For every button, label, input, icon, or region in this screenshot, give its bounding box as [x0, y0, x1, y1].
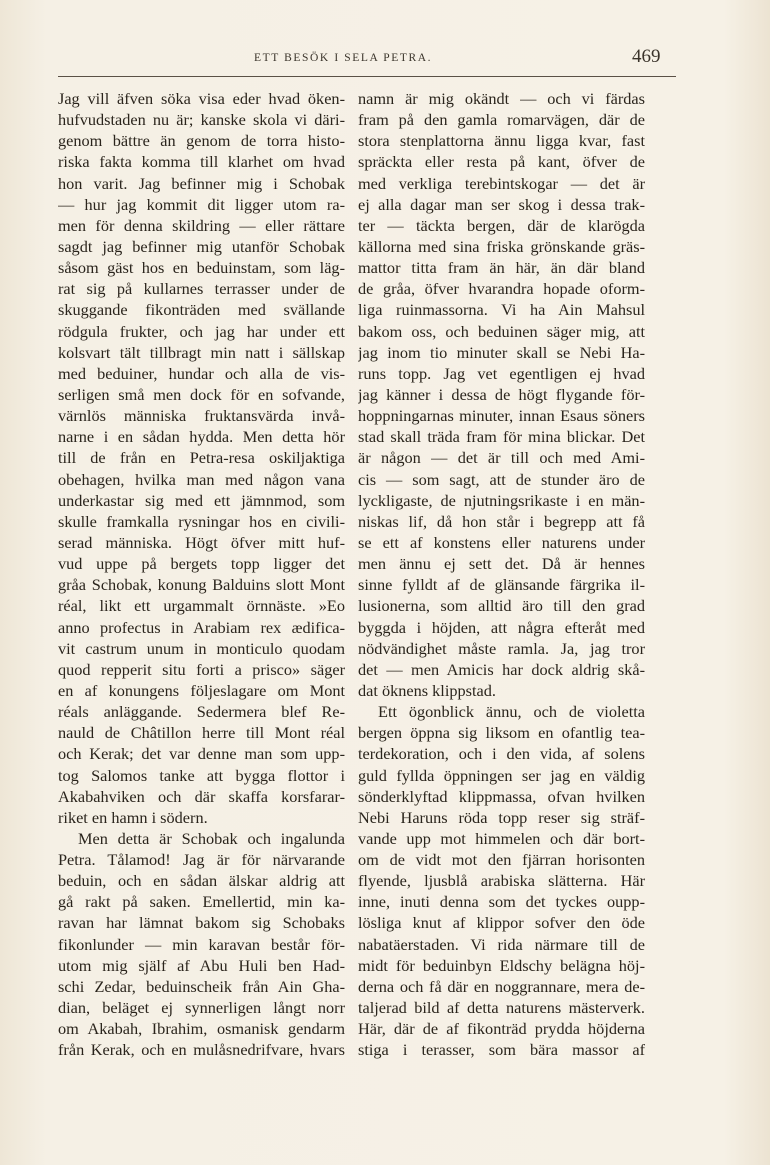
text-line: quod repperit situ forti a prisco» säger	[58, 659, 345, 679]
text-line: derna och få där en noggrannare, mera de-	[358, 976, 645, 996]
text-line: Petra. Tålamod! Jag är för närvarande	[58, 850, 345, 870]
text-line: sönderklyftad klippmassa, ofvan hvilken	[358, 786, 645, 806]
text-line: byggda i höjden, att några efteråt med	[358, 617, 645, 637]
text-line: spräckta eller resta på kant, öfver de	[358, 152, 645, 172]
text-line: gå rakt på saken. Emellertid, min ka-	[58, 892, 345, 912]
text-line: namn är mig okändt — och vi färdas	[358, 89, 645, 108]
text-line: stora stenplattorna ännu ligga kvar, fast	[358, 131, 645, 151]
text-line: Men detta är Schobak och ingalunda	[78, 828, 345, 848]
text-line: serligen små men dock för en sofvande,	[58, 384, 345, 404]
text-line: lösliga knut af klippor sofver den öde	[358, 913, 645, 933]
text-line: flyende, ljusblå arabiska slätterna. Här	[358, 871, 645, 891]
text-line: men ännu ej sett det. Då är hennes	[358, 554, 645, 574]
text-line: nauld de Châtillon herre till Mont réal	[58, 723, 345, 743]
text-line: fram på den gamla romarvägen, där de	[358, 110, 645, 130]
text-line: terdekoration, och i den vida, af solens	[358, 744, 645, 764]
text-line: lyckligaste, de njutningsrikaste i en män-	[358, 490, 645, 510]
text-line: men för denna skildring — eller rättare	[58, 215, 345, 235]
text-line: niskas lif, då hon står i begrepp att få	[358, 511, 645, 531]
text-line: fikonlunder — min karavan består för-	[58, 934, 345, 954]
left-column	[58, 88, 345, 1060]
text-line: liga ruinmassorna. Vi ha Ain Mahsul	[358, 300, 645, 320]
text-line: Ett ögonblick ännu, och de violetta	[378, 702, 645, 722]
text-line: réal, likt ett urgammalt örnnäste. »Eo	[58, 596, 345, 616]
text-line: taljerad bild af detta naturens mästerverk.	[358, 998, 645, 1018]
text-line: bakom oss, och beduinen säger mig, att	[358, 321, 645, 341]
text-line: utom mig själf af Abu Huli ben Had-	[58, 955, 345, 975]
text-line: ej alla dagar man ser skog i dessa trak-	[358, 194, 645, 214]
header-rule	[58, 76, 676, 77]
text-line: Här, där de af fikonträd prydda höjderna	[358, 1019, 645, 1039]
text-line: Jag vill äfven söka visa eder hvad öken-	[58, 89, 345, 108]
text-line: jag känner i dessa de högt flygande för-	[358, 384, 645, 404]
text-line: mattor titta fram än här, än där bland	[358, 258, 645, 278]
text-line: narne i en sådan hydda. Men detta hör	[58, 427, 345, 447]
text-line: från Kerak, och en mulåsnedrifvare, hvars	[58, 1040, 345, 1060]
text-line: dat öknens klippstad.	[358, 680, 496, 700]
text-line: det — men Amicis har dock aldrig skå-	[358, 659, 645, 679]
text-line: sinne fylldt af de glänsande färgrika il-	[358, 575, 645, 595]
text-line: vud uppe på bergets topp ligger det	[58, 554, 345, 574]
text-line: nabatäerstaden. Vi rida närmare till de	[358, 934, 645, 954]
text-line: inne, inuti denna som det tyckes oupp-	[358, 892, 645, 912]
text-line: tog Salomos tanke att bygga flottor i	[58, 765, 345, 785]
text-line: hufvudstaden nu är; kanske skola vi däri-	[58, 110, 345, 130]
text-line: serad människa. Högt öfver mitt huf-	[58, 532, 345, 552]
text-line: beduin, och en sådan älskar aldrig att	[58, 871, 345, 891]
text-line: skulle framkalla rysningar hos en civili-	[58, 511, 345, 531]
text-line: Akabahviken och där skaffa korsfarar-	[58, 786, 345, 806]
text-line: de gråa, öfver hvarandra hopade oform-	[358, 279, 645, 299]
text-line: riket en hamn i södern.	[58, 807, 208, 827]
text-line: stiga i terasser, som bära massor af	[358, 1040, 645, 1060]
text-line: se ett af konstens eller naturens under	[358, 532, 645, 552]
text-line: underkastar sig med ett jämnmod, som	[58, 490, 345, 510]
text-line: ravan har lämnat bakom sig Schobaks	[58, 913, 345, 933]
text-line: obehagen, hvilka man med någon vana	[58, 469, 345, 489]
text-line: skuggande fikonträden med svällande	[58, 300, 345, 320]
text-line: ter — täckta bergen, där de klarögda	[358, 215, 645, 235]
text-line: är någon — det är till och med Ami-	[358, 448, 645, 468]
text-line: kolsvart tält tillbragt min natt i sällskap	[58, 342, 345, 362]
text-line: såsom gäst hos en beduinstam, som läg-	[58, 258, 345, 278]
text-line: källorna med sina friska grönskande gräs-	[358, 236, 645, 256]
text-line: cis — som sagt, att de stunder äro de	[358, 469, 645, 489]
text-line: rat sig på kullarnes terrasser under de	[58, 279, 345, 299]
text-line: vit castrum unum in monticulo quodam	[58, 638, 345, 658]
text-line: till de från en Petra-resa oskiljaktiga	[58, 448, 345, 468]
text-line: anno profectus in Arabiam rex ædifica-	[58, 617, 345, 637]
text-line: hon varit. Jag befinner mig i Schobak	[58, 173, 345, 193]
text-line: riska fakta komma till klarhet om hvad	[58, 152, 345, 172]
right-column	[358, 88, 645, 1060]
text-line: Nebi Haruns röda topp reser sig sträf-	[358, 807, 645, 827]
text-line: runs topp. Jag vet egentligen ej hvad	[358, 363, 645, 383]
text-line: midt för beduinbyn Eldschy belägna höj-	[358, 955, 645, 975]
text-line: om Akabah, Ibrahim, osmanisk gendarm	[58, 1019, 345, 1039]
text-line: dian, beläget ej synnerligen långt norr	[58, 998, 345, 1018]
text-line: jag inom tio minuter skall se Nebi Ha-	[358, 342, 645, 362]
text-line: — hur jag kommit dit ligger utom ra-	[58, 194, 345, 214]
text-line: om de vidt mot den fjärran horisonten	[358, 850, 645, 870]
text-line: genom bättre än genom de torra histo-	[58, 131, 345, 151]
text-line: en af konungens följeslagare om Mont	[58, 680, 345, 700]
text-line: nödvändighet måste ramla. Ja, jag tror	[358, 638, 645, 658]
text-line: sagdt jag befinner mig utanför Schobak	[58, 236, 345, 256]
text-line: bergen öppna sig liksom en ofantlig tea-	[358, 723, 645, 743]
text-line: rödgula frukter, och jag har under ett	[58, 321, 345, 341]
page-number: 469	[632, 46, 661, 67]
text-line: stad skall träda fram för mina blickar. Det	[358, 427, 645, 447]
text-line: och Kerak; det var denne man som upp-	[58, 744, 345, 764]
text-line: guld fyllda öppningen ser jag en väldig	[358, 765, 645, 785]
text-line: gråa Schobak, konung Balduins slott Mont	[58, 575, 345, 595]
text-line: med beduiner, hundar och alla de vis-	[58, 363, 345, 383]
text-line: hoppningarnas minuter, innan Esaus söners	[358, 406, 645, 426]
text-line: vande upp mot himmelen och där bort-	[358, 828, 645, 848]
text-line: värnlös människa fruktansvärda invå-	[58, 406, 345, 426]
text-line: schi Zedar, beduinscheik från Ain Gha-	[58, 976, 345, 996]
text-line: réals anläggande. Sedermera blef Re-	[58, 702, 345, 722]
running-head: ETT BESÖK I SELA PETRA.	[254, 52, 433, 64]
text-line: lusionerna, som alltid äro till den grad	[358, 596, 645, 616]
text-line: med verkliga terebintskogar — det är	[358, 173, 645, 193]
